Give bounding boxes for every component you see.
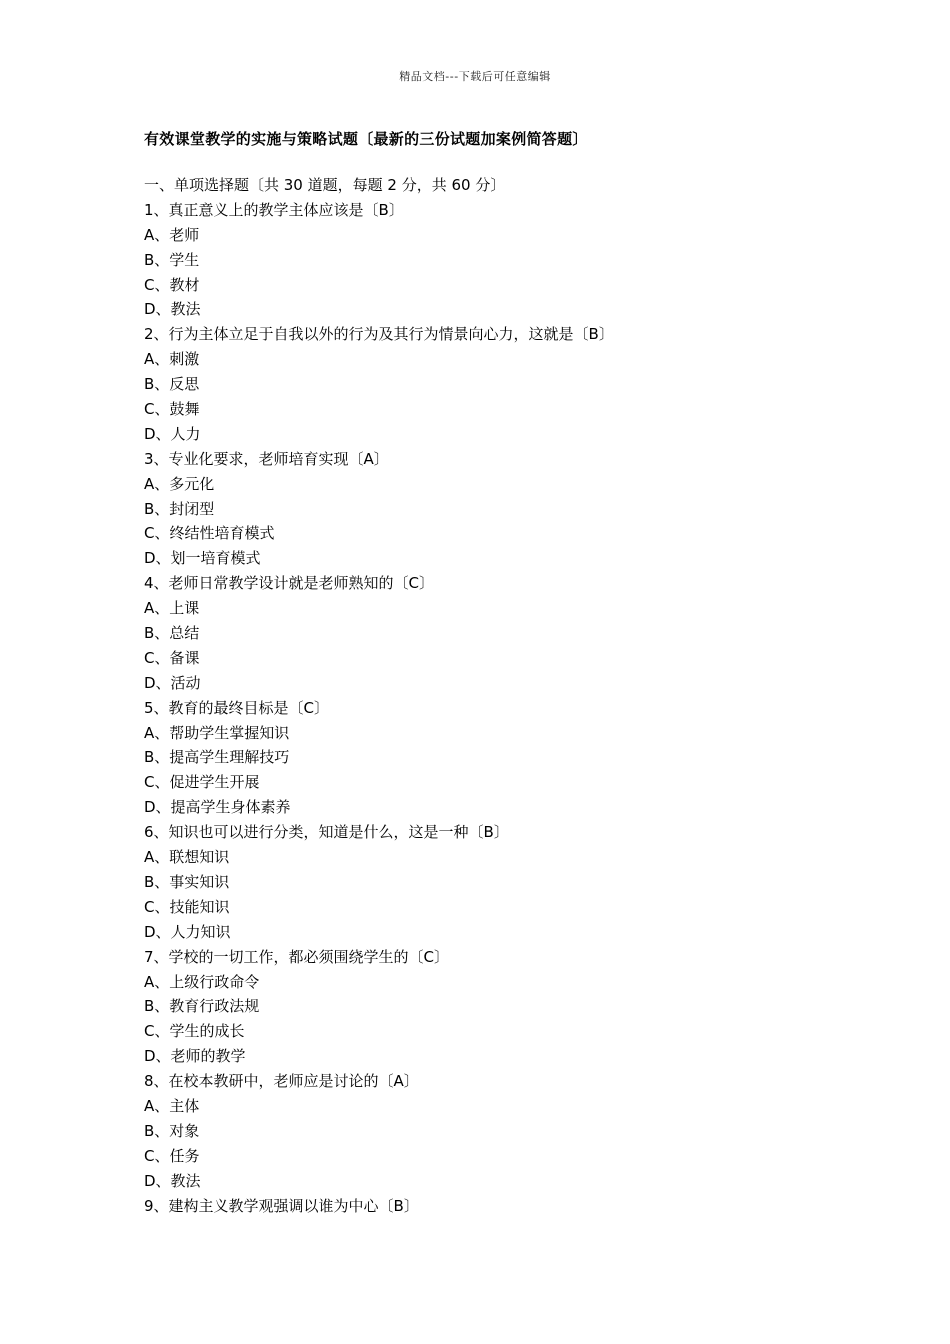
option-item: A、帮助学生掌握知识 — [144, 723, 290, 742]
option-item: D、活动 — [144, 673, 201, 692]
question-text: 5、教育的最终目标是〔C〕 — [144, 698, 330, 717]
option-item: C、鼓舞 — [144, 400, 200, 419]
option-item: A、老师 — [144, 225, 200, 244]
question-text: 4、老师日常教学设计就是老师熟知的〔C〕 — [144, 574, 435, 593]
option-item: D、教法 — [144, 300, 201, 319]
header-note: 精品文档---下载后可任意编辑 — [399, 70, 551, 83]
option-item: C、教材 — [144, 275, 200, 294]
option-item: B、反思 — [144, 375, 200, 394]
question-text: 3、专业化要求，老师培育实现〔A〕 — [144, 449, 389, 468]
option-item: C、终结性培育模式 — [144, 524, 275, 543]
option-item: A、上级行政命令 — [144, 972, 260, 991]
question-text: 8、在校本教研中，老师应是讨论的〔A〕 — [144, 1072, 419, 1091]
option-item: A、主体 — [144, 1096, 200, 1115]
option-item: B、封闭型 — [144, 499, 215, 518]
question-text: 1、真正意义上的教学主体应该是〔B〕 — [144, 200, 404, 219]
question-text: 9、建构主义教学观强调以谁为中心〔B〕 — [144, 1196, 419, 1215]
question-list — [144, 173, 864, 1218]
question-text: 6、知识也可以进行分类，知道是什么，这是一种〔B〕 — [144, 823, 509, 842]
option-item: B、教育行政法规 — [144, 997, 260, 1016]
option-item: A、上课 — [144, 599, 200, 618]
option-item: B、总结 — [144, 624, 200, 643]
section-heading: 一、单项选择题〔共 30 道题，每题 2 分，共 60 分〕 — [144, 176, 506, 194]
option-item: D、人力 — [144, 424, 201, 443]
question-text: 7、学校的一切工作，都必须围绕学生的〔C〕 — [144, 947, 450, 966]
option-item: C、促进学生开展 — [144, 773, 260, 792]
option-item: D、老师的教学 — [144, 1047, 246, 1066]
option-item: C、学生的成长 — [144, 1022, 245, 1041]
option-item: D、人力知识 — [144, 922, 231, 941]
option-item: A、刺激 — [144, 350, 200, 369]
option-item: D、教法 — [144, 1171, 201, 1190]
option-item: C、任务 — [144, 1146, 200, 1165]
option-item: A、多元化 — [144, 474, 215, 493]
option-item: B、提高学生理解技巧 — [144, 748, 290, 767]
option-item: D、提高学生身体素养 — [144, 798, 291, 817]
option-item: A、联想知识 — [144, 848, 230, 867]
option-item: B、对象 — [144, 1121, 200, 1140]
question-text: 2、行为主体立足于自我以外的行为及其行为情景向心力，这就是〔B〕 — [144, 325, 614, 344]
option-item: C、技能知识 — [144, 897, 230, 916]
option-item: D、划一培育模式 — [144, 549, 261, 568]
option-item: B、学生 — [144, 250, 200, 269]
option-item: C、备课 — [144, 648, 200, 667]
document-title: 有效课堂教学的实施与策略试题〔最新的三份试题加案例简答题〕 — [144, 130, 588, 148]
option-item: B、事实知识 — [144, 872, 230, 891]
